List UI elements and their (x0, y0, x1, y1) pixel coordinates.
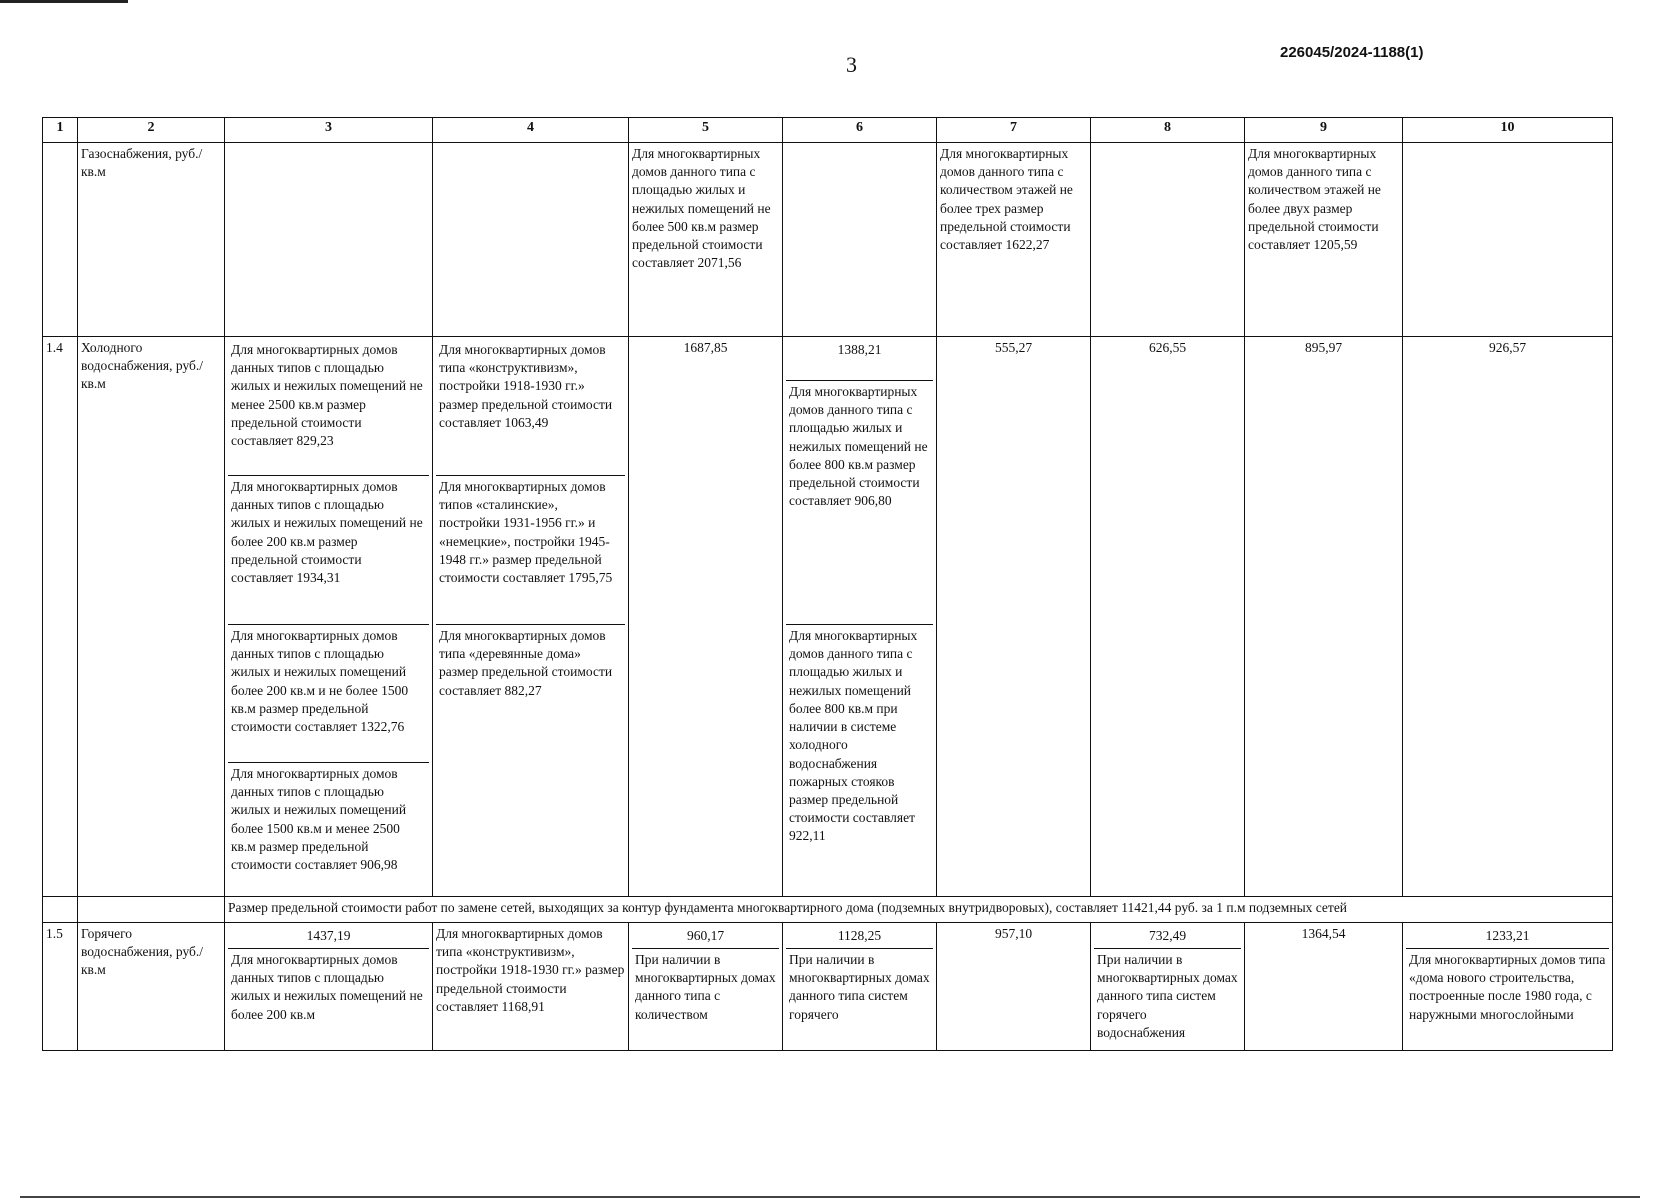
scan-artifact-line (0, 0, 128, 3)
table-cell-split (433, 337, 629, 897)
sub-cell: При наличии в многоквартирных домах данного типа систем горячего (789, 952, 930, 1022)
table-cell-split (1091, 923, 1245, 1051)
sub-cell: Для многоквартирных домов данных типов с площадью жилых и нежилых помещений не более 200 кв.м (231, 952, 423, 1022)
table-cell (78, 897, 225, 923)
sub-cell: При наличии в многоквартирных домах данного типа с количеством (635, 952, 776, 1022)
table-cell (43, 897, 78, 923)
table-cell (1091, 143, 1245, 337)
row-number: 1.5 (43, 923, 78, 1051)
table-cell-value: 555,27 (937, 337, 1091, 897)
page-number: 3 (846, 52, 857, 77)
table-row-note (43, 897, 1613, 923)
sub-cell: Для многоквартирных домов типа «дома нового строительства, построенные после 1980 года, с наружными многослойными (1409, 952, 1606, 1022)
sub-cell: Для многоквартирных домов данного типа с площадью жилых и нежилых помещений не более 800 кв.м размер предельной стоимости составляет 906,80 (786, 381, 933, 625)
column-header: 10 (1403, 118, 1613, 143)
table-cell: Для многоквартирных домов данного типа с количеством этажей не более двух размер предельной стоимости составляет 1205,59 (1245, 143, 1403, 337)
table-cell-value: 1687,85 (629, 337, 783, 897)
sub-cell: Для многоквартирных домов данных типов с площадью жилых и нежилых помещений более 1500 кв.м и менее 2500 кв.м размер предельной стоимости составляет 906,98 (231, 766, 407, 873)
table-cell-split (1403, 923, 1613, 1051)
sub-cell: Для многоквартирных домов данных типов с площадью жилых и нежилых помещений более 200 кв.м и не более 1500 кв.м размер предельной стоимости составляет 1322,76 (228, 625, 429, 763)
cost-table (42, 117, 1613, 1051)
table-cell (1403, 143, 1613, 337)
document-id: 226045/2024-1188(1) (1280, 44, 1424, 61)
sub-cell-value: 1128,25 (786, 925, 933, 949)
sub-cell: Для многоквартирных домов данных типов с площадью жилых и нежилых помещений не менее 2500 кв.м размер предельной стоимости составляет 829,23 (228, 339, 429, 476)
sub-cell-value: 1388,21 (786, 339, 933, 381)
table-cell-value: 957,10 (937, 923, 1091, 1051)
sub-cell: Для многоквартирных домов типа «конструктивизм», постройки 1918-1930 гг.» размер предельной стоимости составляет 1063,49 (436, 339, 625, 476)
table-row-1-4 (43, 337, 1613, 897)
row-label: Газоснабжения, руб./кв.м (78, 143, 225, 337)
row-label: Холодного водоснабжения, руб./кв.м (78, 337, 225, 897)
column-header: 4 (433, 118, 629, 143)
table-cell (225, 143, 433, 337)
table-cell: Для многоквартирных домов данного типа с площадью жилых и нежилых помещений не более 500 кв.м размер предельной стоимости составляет 2071,56 (629, 143, 783, 337)
table-row-1-5 (43, 923, 1613, 1051)
table-cell: Для многоквартирных домов данного типа с количеством этажей не более трех размер предельной стоимости составляет 1622,27 (937, 143, 1091, 337)
column-header: 2 (78, 118, 225, 143)
sub-cell: Для многоквартирных домов данного типа с площадью жилых и нежилых помещений более 800 кв.м при наличии в системе холодного водоснабжения пожарных стояков размер предельной стоимости составляет 922,11 (789, 628, 918, 844)
table-cell-split (783, 923, 937, 1051)
column-header: 7 (937, 118, 1091, 143)
table-cell-split (629, 923, 783, 1051)
table-cell-value: 926,57 (1403, 337, 1613, 897)
sub-cell: Для многоквартирных домов типа «деревянные дома» размер предельной стоимости составляет 882,27 (439, 628, 613, 698)
sub-cell-value: 1437,19 (228, 925, 429, 949)
table-row-gas (43, 143, 1613, 337)
sub-cell: Для многоквартирных домов типов «сталинские», постройки 1931-1956 гг.» и «немецкие», постройки 1945-1948 гг.» размер предельной стоимости составляет 1795,75 (436, 476, 625, 625)
column-header: 3 (225, 118, 433, 143)
column-header: 9 (1245, 118, 1403, 143)
row-label: Горячего водоснабжения, руб./кв.м (78, 923, 225, 1051)
table-cell-value: 895,97 (1245, 337, 1403, 897)
column-header: 5 (629, 118, 783, 143)
column-header: 1 (43, 118, 78, 143)
sub-cell-value: 732,49 (1094, 925, 1241, 949)
sub-cell-value: 960,17 (632, 925, 779, 949)
table-cell (433, 143, 629, 337)
table-cell: Для многоквартирных домов типа «конструктивизм», постройки 1918-1930 гг.» размер предельной стоимости составляет 1168,91 (433, 923, 629, 1051)
table-cell (783, 143, 937, 337)
sub-cell: Для многоквартирных домов данных типов с площадью жилых и нежилых помещений не более 200 кв.м размер предельной стоимости составляет 1934,31 (228, 476, 429, 625)
table-cell-value: 626,55 (1091, 337, 1245, 897)
table-cell (43, 143, 78, 337)
column-header: 6 (783, 118, 937, 143)
table-cell-split (783, 337, 937, 897)
table-cell-value: 1364,54 (1245, 923, 1403, 1051)
sub-cell-value: 1233,21 (1406, 925, 1609, 949)
column-header: 8 (1091, 118, 1245, 143)
note-cell: Размер предельной стоимости работ по замене сетей, выходящих за контур фундамента многоквартирного дома (подземных внутридворовых), составляет 11421,44 руб. за 1 п.м подземных сетей (225, 897, 1613, 923)
sub-cell: При наличии в многоквартирных домах данного типа систем горячего водоснабжения (1097, 952, 1238, 1040)
table-cell-split (225, 923, 433, 1051)
row-number: 1.4 (43, 337, 78, 897)
table-cell-split (225, 337, 433, 897)
table-header-row (43, 118, 1613, 143)
scan-bottom-edge (20, 1196, 1640, 1198)
